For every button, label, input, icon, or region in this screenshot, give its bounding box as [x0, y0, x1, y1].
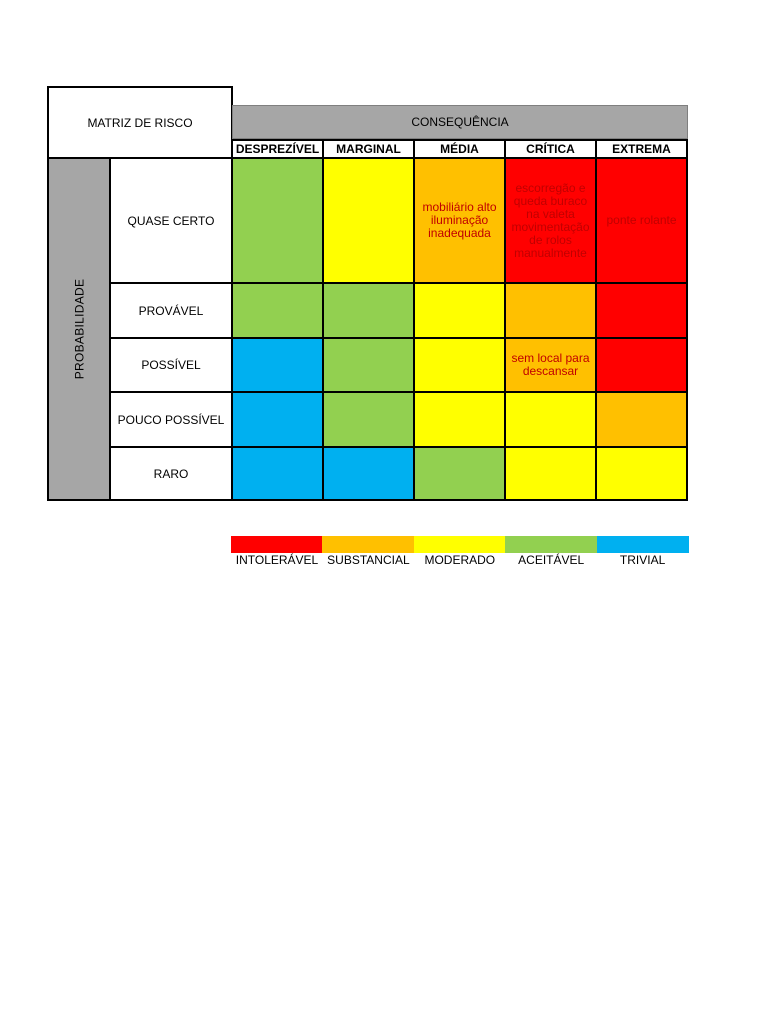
- matrix-title: MATRIZ DE RISCO: [87, 115, 193, 130]
- risk-cell-quase-certo-media: [413, 157, 506, 284]
- legend-label-substancial: SUBSTANCIAL: [327, 553, 410, 567]
- column-label: DESPREZÍVEL: [235, 142, 320, 156]
- risk-cell-pouco-possivel-extrema: [595, 391, 688, 448]
- row-label-text: RARO: [153, 466, 189, 481]
- risk-cell-provavel-marginal: [322, 282, 415, 339]
- row-label-quase-certo: [109, 157, 233, 284]
- probability-label: PROBABILIDADE: [72, 278, 87, 380]
- risk-cell-possivel-desprezivel: [231, 337, 324, 393]
- risk-cell-provavel-extrema: [595, 282, 688, 339]
- column-header-marginal: [322, 139, 415, 159]
- legend-swatch-trivial: [597, 536, 689, 553]
- risk-cell-pouco-possivel-media: [413, 391, 506, 448]
- legend-label-trivial: TRIVIAL: [619, 553, 666, 567]
- row-label-text: QUASE CERTO: [127, 213, 215, 228]
- consequence-header: [232, 105, 688, 139]
- risk-cell-pouco-possivel-desprezivel: [231, 391, 324, 448]
- risk-cell-quase-certo-critica: [504, 157, 597, 284]
- legend-swatch-aceitavel: [505, 536, 597, 553]
- row-label-text: POSSÍVEL: [141, 358, 201, 372]
- risk-cell-possivel-critica: [504, 337, 597, 393]
- matrix-title-box: [47, 86, 233, 159]
- legend-swatch-moderado: [414, 536, 506, 553]
- legend-label-intoleravel: INTOLERÁVEL: [235, 553, 319, 567]
- column-header-media: [413, 139, 506, 159]
- row-label-possivel: [109, 337, 233, 393]
- risk-cell-text: ponte rolante: [606, 213, 677, 227]
- risk-cell-possivel-media: [413, 337, 506, 393]
- legend-swatch-substancial: [322, 536, 414, 553]
- risk-cell-quase-certo-desprezivel: [231, 157, 324, 284]
- risk-cell-quase-certo-extrema: [595, 157, 688, 284]
- risk-cell-possivel-extrema: [595, 337, 688, 393]
- legend-label-aceitavel: ACEITÁVEL: [518, 553, 585, 567]
- risk-cell-provavel-media: [413, 282, 506, 339]
- row-label-text: POUCO POSSÍVEL: [117, 412, 225, 427]
- column-header-desprezivel: [231, 139, 324, 159]
- probability-header: [47, 157, 111, 501]
- risk-cell-text: mobiliário alto iluminação inadequada: [422, 200, 497, 240]
- risk-cell-text: escorregão e queda buraco na valeta movimentação de rolos manualmente: [511, 180, 590, 260]
- consequence-label: CONSEQUÊNCIA: [411, 115, 509, 129]
- risk-cell-raro-media: [413, 446, 506, 501]
- risk-cell-possivel-marginal: [322, 337, 415, 393]
- risk-cell-raro-critica: [504, 446, 597, 501]
- risk-cell-quase-certo-marginal: [322, 157, 415, 284]
- risk-cell-provavel-critica: [504, 282, 597, 339]
- risk-cell-text: sem local para descansar: [511, 351, 590, 378]
- legend-swatch-intoleravel: [231, 536, 323, 553]
- column-label: MARGINAL: [336, 142, 401, 156]
- risk-cell-pouco-possivel-critica: [504, 391, 597, 448]
- row-label-pouco-possivel: [109, 391, 233, 448]
- column-label: EXTREMA: [612, 142, 671, 156]
- column-label: CRÍTICA: [526, 142, 575, 156]
- row-label-raro: [109, 446, 233, 501]
- legend-label-moderado: MODERADO: [424, 553, 496, 567]
- risk-cell-provavel-desprezivel: [231, 282, 324, 339]
- column-header-extrema: [595, 139, 688, 159]
- risk-cell-raro-desprezivel: [231, 446, 324, 501]
- column-label: MÉDIA: [440, 142, 479, 156]
- risk-cell-raro-extrema: [595, 446, 688, 501]
- row-label-text: PROVÁVEL: [138, 303, 204, 318]
- risk-cell-raro-marginal: [322, 446, 415, 501]
- risk-cell-pouco-possivel-marginal: [322, 391, 415, 448]
- row-label-provavel: [109, 282, 233, 339]
- column-header-critica: [504, 139, 597, 159]
